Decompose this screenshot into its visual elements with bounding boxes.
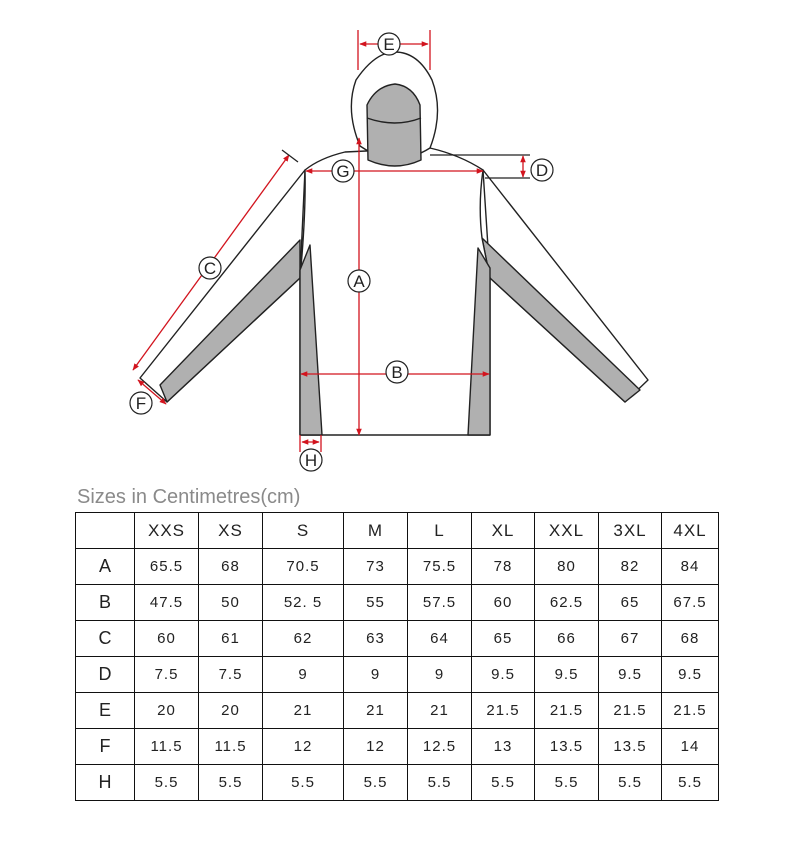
table-cell: 47.5 [135, 585, 199, 621]
table-cell: 5.5 [535, 765, 599, 801]
label-h: H [304, 451, 318, 470]
table-row [76, 693, 719, 729]
jacket-body [300, 148, 490, 435]
table-cell: 70.5 [263, 549, 344, 585]
table-cell: 12 [263, 729, 344, 765]
table-cell: 21 [263, 693, 344, 729]
size-column-header: M [344, 513, 408, 549]
label-f: F [135, 394, 147, 413]
hood-opening [367, 84, 421, 166]
measurement-row-label: F [76, 729, 135, 765]
table-cell: 9 [408, 657, 472, 693]
table-cell: 60 [135, 621, 199, 657]
size-column-header: XS [199, 513, 263, 549]
table-cell: 55 [344, 585, 408, 621]
table-cell: 21.5 [472, 693, 535, 729]
size-column-header: XL [472, 513, 535, 549]
table-cell: 78 [472, 549, 535, 585]
table-cell: 9.5 [599, 657, 662, 693]
table-cell: 62 [263, 621, 344, 657]
measurement-row-label: H [76, 765, 135, 801]
table-cell: 5.5 [263, 765, 344, 801]
table-cell: 9 [344, 657, 408, 693]
table-cell: 13.5 [599, 729, 662, 765]
table-cell: 9.5 [472, 657, 535, 693]
table-cell: 5.5 [135, 765, 199, 801]
table-cell: 57.5 [408, 585, 472, 621]
table-cell: 75.5 [408, 549, 472, 585]
corner-cell [76, 513, 135, 549]
label-a: A [353, 272, 365, 291]
label-b: B [391, 363, 403, 382]
table-cell: 21.5 [535, 693, 599, 729]
label-g: G [336, 162, 350, 181]
measurement-row-label: D [76, 657, 135, 693]
table-body [76, 549, 719, 801]
table-cell: 60 [472, 585, 535, 621]
size-column-header: 3XL [599, 513, 662, 549]
table-cell: 80 [535, 549, 599, 585]
measurement-row-label: B [76, 585, 135, 621]
table-cell: 82 [599, 549, 662, 585]
table-cell: 12.5 [408, 729, 472, 765]
table-cell: 63 [344, 621, 408, 657]
table-cell: 11.5 [135, 729, 199, 765]
measurement-row-label: E [76, 693, 135, 729]
table-cell: 13 [472, 729, 535, 765]
table-row [76, 729, 719, 765]
table-cell: 66 [535, 621, 599, 657]
table-cell: 9.5 [662, 657, 719, 693]
table-row [76, 765, 719, 801]
table-cell: 21.5 [662, 693, 719, 729]
table-cell: 62.5 [535, 585, 599, 621]
table-cell: 21 [344, 693, 408, 729]
table-cell: 68 [662, 621, 719, 657]
table-cell: 21 [408, 693, 472, 729]
table-row [76, 657, 719, 693]
table-cell: 52. 5 [263, 585, 344, 621]
table-cell: 7.5 [199, 657, 263, 693]
table-cell: 12 [344, 729, 408, 765]
table-cell: 14 [662, 729, 719, 765]
table-cell: 5.5 [408, 765, 472, 801]
table-cell: 5.5 [599, 765, 662, 801]
table-header-row [76, 513, 719, 549]
size-table-heading: Sizes in Centimetres(cm) [77, 486, 301, 508]
table-cell: 5.5 [472, 765, 535, 801]
table-cell: 73 [344, 549, 408, 585]
table-cell: 65.5 [135, 549, 199, 585]
label-e: E [383, 35, 395, 54]
table-cell: 13.5 [535, 729, 599, 765]
size-column-header: 4XL [662, 513, 719, 549]
table-cell: 5.5 [344, 765, 408, 801]
table-cell: 20 [135, 693, 199, 729]
measurement-row-label: C [76, 621, 135, 657]
table-cell: 5.5 [199, 765, 263, 801]
size-chart-table [75, 512, 719, 801]
table-cell: 67 [599, 621, 662, 657]
size-column-header: XXS [135, 513, 199, 549]
table-cell: 20 [199, 693, 263, 729]
table-cell: 5.5 [662, 765, 719, 801]
table-cell: 68 [199, 549, 263, 585]
table-cell: 50 [199, 585, 263, 621]
size-column-header: XXL [535, 513, 599, 549]
size-column-header: S [263, 513, 344, 549]
table-cell: 7.5 [135, 657, 199, 693]
table-cell: 67.5 [662, 585, 719, 621]
table-cell: 21.5 [599, 693, 662, 729]
table-cell: 11.5 [199, 729, 263, 765]
label-c: C [203, 259, 217, 278]
table-cell: 84 [662, 549, 719, 585]
size-column-header: L [408, 513, 472, 549]
table-row [76, 549, 719, 585]
table-cell: 9 [263, 657, 344, 693]
table-cell: 64 [408, 621, 472, 657]
table-row [76, 585, 719, 621]
table-cell: 61 [199, 621, 263, 657]
table-row [76, 621, 719, 657]
right-sleeve-panel [482, 238, 640, 402]
table-cell: 65 [472, 621, 535, 657]
table-cell: 9.5 [535, 657, 599, 693]
measurement-row-label: A [76, 549, 135, 585]
label-d: D [535, 161, 549, 180]
table-cell: 65 [599, 585, 662, 621]
